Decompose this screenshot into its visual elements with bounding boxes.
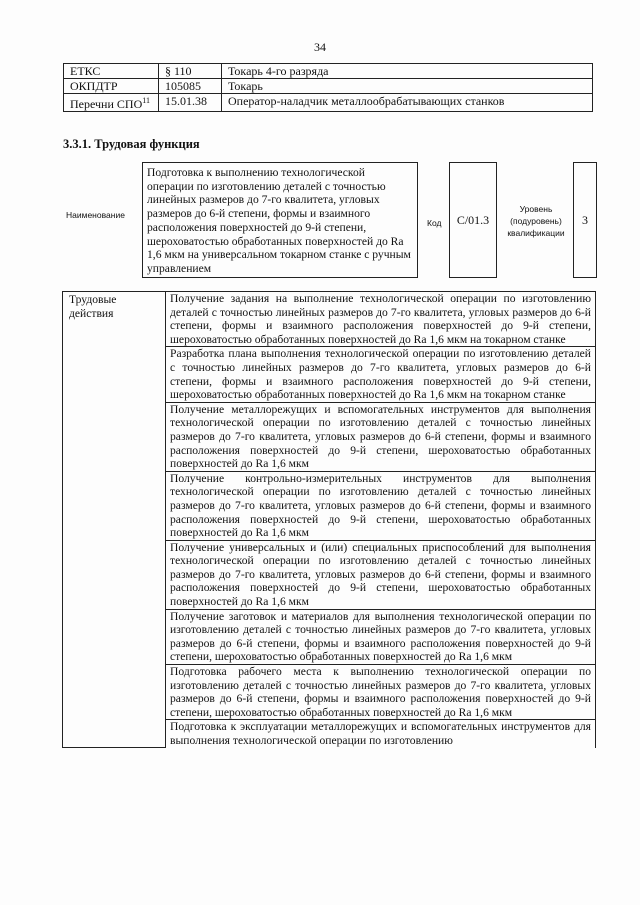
ref-title: Токарь — [222, 79, 593, 94]
action-item: Получение контрольно-измерительных инструментов для выполнения технологической операции по изготовлению деталей с точностью линейных размеров до 7-го квалитета, угловых размеров до 6-й степени, формы и взаимного расположения поверхностей до 9-й степени, шероховатостью обработанных поверхностей до Ra 1,6 мкм — [166, 471, 596, 540]
action-item: Подготовка к эксплуатации металлорежущих и вспомогательных инструментов для выполнения технологической операции по изготовлению — [166, 720, 596, 748]
actions-label: Трудовые действия — [63, 292, 166, 748]
page-number: 34 — [314, 40, 326, 54]
table-row — [64, 94, 593, 112]
actions-table — [62, 291, 596, 748]
code-label: Код — [427, 218, 442, 228]
action-item: Получение заготовок и материалов для выполнения технологической операции по изготовлению деталей с точностью линейных размеров до 7-го квалитета, угловых размеров до 6-й степени, формы и взаимного расположения поверхностей до 9-й степени, шероховатостью обработанных поверхностей до Ra 1,6 мкм — [166, 609, 596, 664]
ref-name — [64, 94, 159, 112]
action-item: Получение универсальных и (или) специальных приспособлений для выполнения технологической операции по изготовлению деталей с точностью линейных размеров до 7-го квалитета, угловых размеров до 6-й степени, формы и взаимного расположения поверхностей до 9-й степени, шероховатостью обработанных поверхностей до Ra 1,6 мкм — [166, 540, 596, 609]
section-title: 3.3.1. Трудовая функция — [63, 137, 200, 151]
footnote-marker: 11 — [142, 96, 150, 105]
function-code: С/01.3 — [449, 162, 497, 278]
action-item: Подготовка рабочего места к выполнению технологической операции по изготовлению деталей с точностью линейных размеров до 7-го квалитета, угловых размеров до 6-й степени, формы и взаимного расположения поверхностей до 9-й степени, шероховатостью обработанных поверхностей до Ra 1,6 мкм — [166, 665, 596, 720]
ref-name: ЕТКС — [64, 64, 159, 79]
table-row — [63, 292, 596, 347]
qualification-level: 3 — [573, 162, 597, 278]
ref-code: § 110 — [159, 64, 222, 79]
ref-name-text: Перечни СПО — [70, 97, 143, 111]
ref-code: 15.01.38 — [159, 94, 222, 112]
action-item: Получение задания на выполнение технологической операции по изготовлению деталей с точностью линейных размеров до 7-го квалитета, угловых размеров до 6-й степени, формы и взаимного расположения поверхностей до 9-й степени, шероховатостью обработанных поверхностей до Ra 1,6 мкм на токарном станке — [166, 292, 596, 347]
ref-name: ОКПДТР — [64, 79, 159, 94]
ref-code: 105085 — [159, 79, 222, 94]
table-row — [64, 79, 593, 94]
action-item: Получение металлорежущих и вспомогательных инструментов для выполнения технологической операции по изготовлению деталей с точностью линейных размеров до 7-го квалитета, угловых размеров до 6-й степени, формы и взаимного расположения поверхностей до 9-й степени, шероховатостью обработанных поверхностей до Ra 1,6 мкм — [166, 402, 596, 471]
function-name: Подготовка к выполнению технологической операции по изготовлению деталей с точностью линейных размеров до 7-го квалитета, угловых размеров до 6-й степени, формы и взаимного расположения поверхностей до 9-й степени, шероховатостью обработанных поверхностей до Ra 1,6 мкм на универсальном токарном станке с ручным управлением — [142, 162, 418, 278]
ref-title: Токарь 4-го разряда — [222, 64, 593, 79]
action-item: Разработка плана выполнения технологической операции по изготовлению деталей с точностью линейных размеров до 7-го квалитета, угловых размеров до 6-й степени, формы и взаимного расположения поверхностей до 9-й степени, шероховатостью обработанных поверхностей до Ra 1,6 мкм на токарном станке — [166, 347, 596, 402]
table-row — [64, 64, 593, 79]
name-label: Наименование — [66, 210, 125, 220]
ref-title: Оператор-наладчик металлообрабатывающих станков — [222, 94, 593, 112]
reference-table — [63, 63, 593, 112]
level-label: Уровень (подуровень) квалификации — [507, 204, 565, 238]
